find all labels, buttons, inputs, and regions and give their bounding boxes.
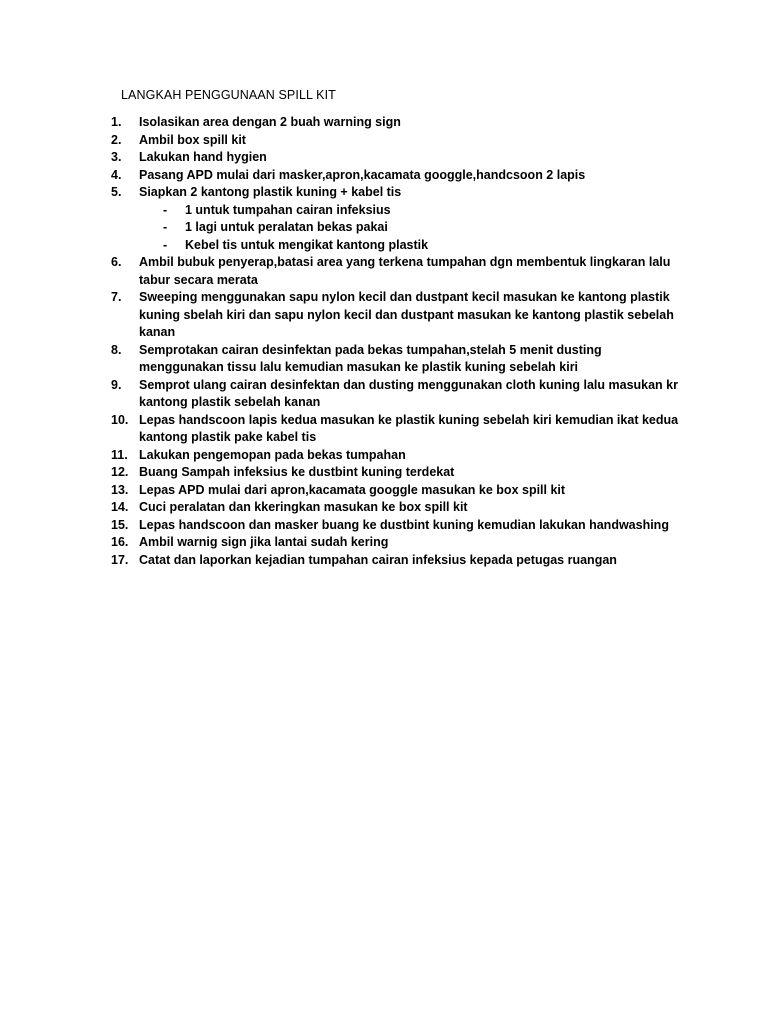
step-text: Cuci peralatan dan kkeringkan masukan ke box spill kit <box>139 500 468 514</box>
list-item <box>111 517 681 535</box>
dash-bullet: - <box>163 237 168 252</box>
list-item <box>111 499 681 517</box>
sub-item-text: 1 untuk tumpahan cairan infeksius <box>185 202 391 217</box>
step-number: 5. <box>111 185 122 199</box>
step-number: 10. <box>111 412 129 427</box>
step-number: 9. <box>111 377 122 392</box>
sub-item-text: 1 lagi untuk peralatan bekas pakai <box>185 220 388 234</box>
sub-item-text: Kebel tis untuk mengikat kantong plastik <box>185 237 429 252</box>
sub-list-item <box>111 219 681 237</box>
step-number: 16. <box>111 535 129 549</box>
list-item <box>111 377 681 412</box>
step-text: Isolasikan area dengan 2 buah warning sign <box>139 115 401 129</box>
step-text: Semprotakan cairan desinfektan pada bekas tumpahan,stelah 5 menit dusting menggunakan tissu lalu kemudian masukan ke plastik kuning sebelah kiri <box>139 342 602 374</box>
list-item <box>111 254 681 289</box>
steps-list <box>111 114 681 569</box>
sub-list <box>111 202 681 255</box>
step-text: Sweeping menggunakan sapu nylon kecil dan dustpant kecil masukan ke kantong plastik kuning sbelah kiri dan sapu nylon kecil dan dustpant masukan ke kantong plastik sebelah kanan <box>139 290 674 339</box>
step-number: 13. <box>111 482 129 497</box>
list-item <box>111 342 681 377</box>
list-item <box>111 184 681 202</box>
step-text: Lakukan pengemopan pada bekas tumpahan <box>139 447 406 462</box>
step-text: Buang Sampah infeksius ke dustbint kuning terdekat <box>139 465 455 479</box>
step-text: Siapkan 2 kantong plastik kuning + kabel tis <box>139 185 402 199</box>
step-number: 14. <box>111 500 129 514</box>
step-number: 11. <box>111 447 128 462</box>
step-text: Catat dan laporkan kejadian tumpahan cairan infeksius kepada petugas ruangan <box>139 552 617 567</box>
list-item <box>111 534 681 552</box>
list-item <box>111 149 681 167</box>
list-item <box>111 114 681 132</box>
list-item <box>111 167 681 185</box>
step-number: 4. <box>111 167 122 182</box>
step-number: 2. <box>111 132 122 147</box>
step-number: 15. <box>111 517 129 532</box>
step-number: 3. <box>111 150 122 164</box>
dash-bullet: - <box>163 220 168 234</box>
step-number: 17. <box>111 552 129 567</box>
step-number: 6. <box>111 255 122 269</box>
list-item <box>111 482 681 500</box>
step-text: Ambil bubuk penyerap,batasi area yang terkena tumpahan dgn membentuk lingkaran lalu tabur secara merata <box>139 255 671 287</box>
list-item <box>111 289 681 342</box>
step-number: 12. <box>111 465 129 479</box>
list-item <box>111 552 681 570</box>
step-text: Lakukan hand hygien <box>139 150 267 164</box>
step-number: 8. <box>111 342 122 357</box>
list-item <box>111 464 681 482</box>
step-text: Lepas APD mulai dari apron,kacamata googgle masukan ke box spill kit <box>139 482 566 497</box>
step-text: Ambil box spill kit <box>139 132 246 147</box>
step-text: Semprot ulang cairan desinfektan dan dusting menggunakan cloth kuning lalu masukan kr kantong plastik sebelah kanan <box>139 377 678 409</box>
step-number: 1. <box>111 115 122 129</box>
document-title: LANGKAH PENGGUNAAN SPILL KIT <box>121 88 336 102</box>
sub-list-item <box>111 237 681 255</box>
step-text: Pasang APD mulai dari masker,apron,kacamata googgle,handcsoon 2 lapis <box>139 167 586 182</box>
list-item <box>111 447 681 465</box>
list-item <box>111 132 681 150</box>
list-item <box>111 412 681 447</box>
step-number: 7. <box>111 290 122 304</box>
step-text: Lepas handscoon dan masker buang ke dustbint kuning kemudian lakukan handwashing <box>139 517 669 532</box>
step-text: Ambil warnig sign jika lantai sudah kering <box>139 535 389 549</box>
dash-bullet: - <box>163 202 168 217</box>
step-text: Lepas handscoon lapis kedua masukan ke plastik kuning sebelah kiri kemudian ikat kedua kantong plastik pake kabel tis <box>139 412 679 444</box>
sub-list-item <box>111 202 681 220</box>
